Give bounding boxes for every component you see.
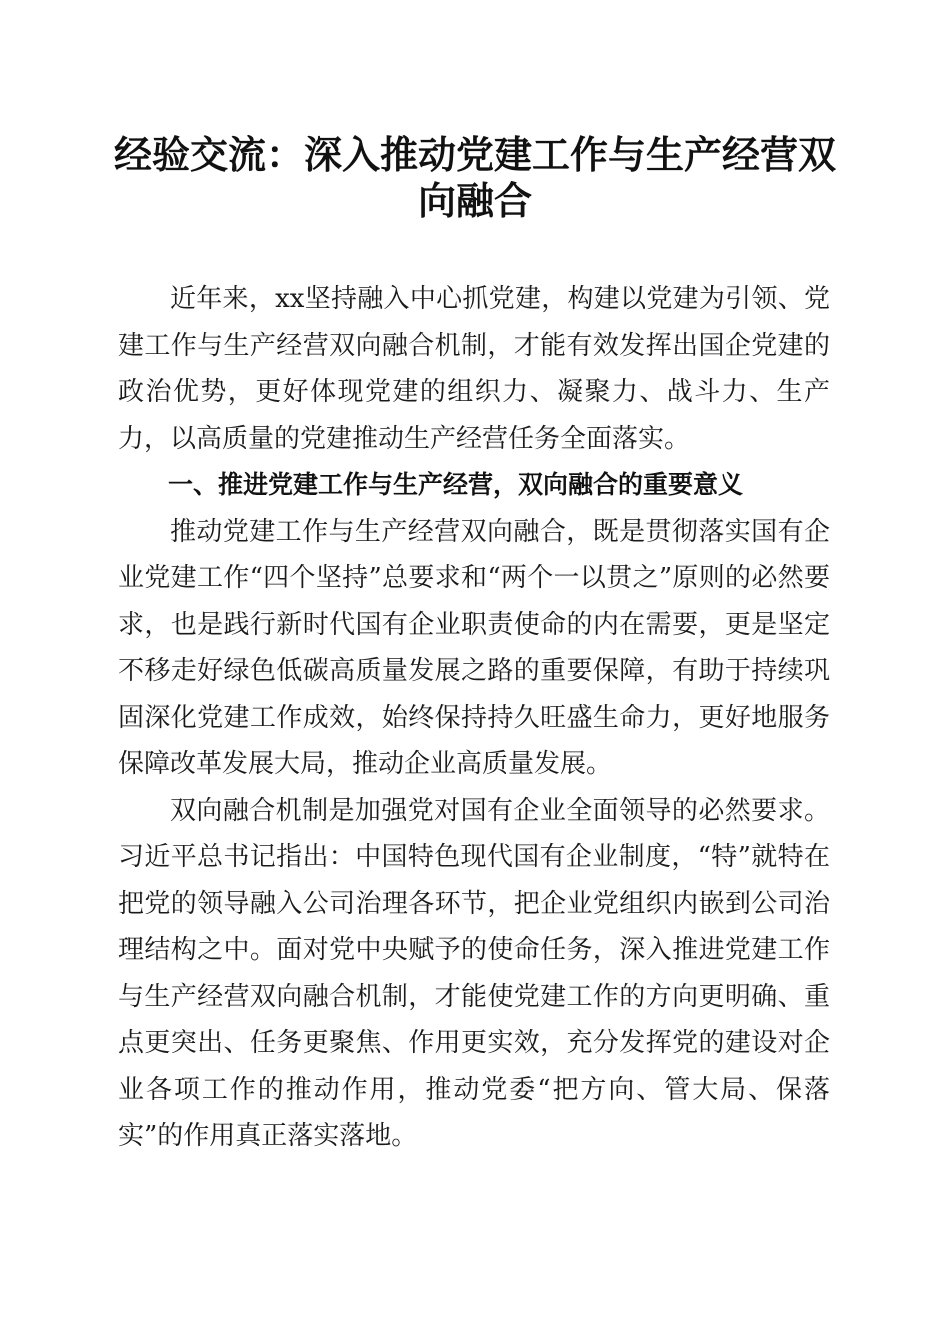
document-title: 经验交流：深入推动党建工作与生产经营双向融合: [113, 132, 836, 223]
section-paragraph-2: 双向融合机制是加强党对国有企业全面领导的必然要求。习近平总书记指出：中国特色现代国有企业制度，“特”就特在把党的领导融入公司治理各环节，把企业党组织内嵌到公司治理结构之中。面对党中央赋予的使命任务，深入推进党建工作与生产经营双向融合机制，才能使党建工作的方向更明确、重点更突出、任务更聚焦、作用更实效，充分发挥党的建设对企业各项工作的推动作用，推动党委“把方向、管大局、保落实”的作用真正落实落地。: [118, 795, 830, 1151]
section-paragraph-1: 推动党建工作与生产经营双向融合，既是贯彻落实国有企业党建工作“四个坚持”总要求和“两个一以贯之”原则的必然要求，也是践行新时代国有企业职责使命的内在需要，更是坚定不移走好绿色低碳高质量发展之路的重要保障，有助于持续巩固深化党建工作成效，始终保持持久旺盛生命力，更好地服务保障改革发展大局，推动企业高质量发展。: [118, 516, 830, 779]
section-heading: 一、推进党建工作与生产经营，双向融合的重要意义: [168, 470, 744, 499]
document-body: [118, 276, 830, 1160]
intro-paragraph: 近年来，xx坚持融入中心抓党建，构建以党建为引领、党建工作与生产经营双向融合机制，才能有效发挥出国企党建的政治优势，更好体现党建的组织力、凝聚力、战斗力、生产力，以高质量的党建推动生产经营任务全面落实。: [118, 284, 830, 454]
